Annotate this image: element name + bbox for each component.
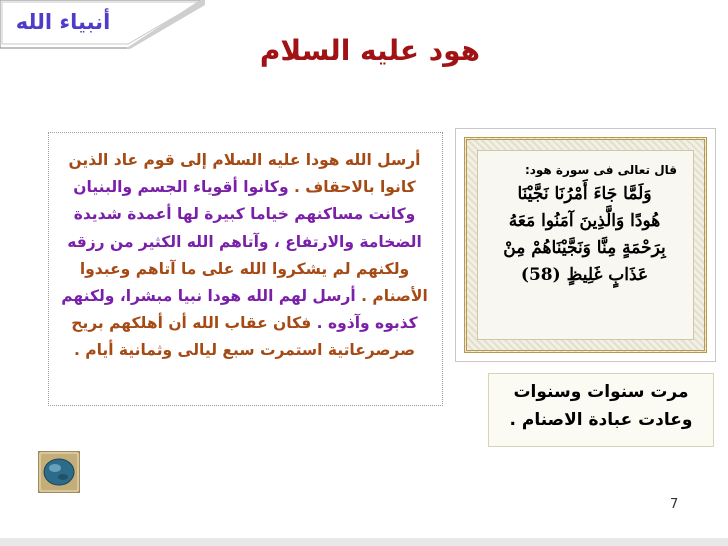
story-line: ولكنهم لم يشكروا الله على ما آتاهم وعبدوا <box>79 259 410 278</box>
story-segment: وكانوا أقوياء الجسم والبنيان <box>73 178 294 197</box>
story-line: صرصرعاتية استمرت سبع ليالى وثمانية أيام . <box>73 341 416 360</box>
summary-line: وعادت عبادة الاصنام . <box>509 410 693 430</box>
quote-line: وَلَمَّا جَاءَ أَمْرُنَا نَجَّيْنَا <box>517 184 652 204</box>
story-segment: كانوا بالاحقاف . <box>293 178 416 197</box>
page-title: هود عليه السلام <box>259 34 481 67</box>
story-segment: أرسل لهم الله هودا نبيا مبشرا، ولكنهم <box>61 287 362 306</box>
story-line: الضخامة والارتفاع ، وآتاهم الله الكثير من رزقه <box>67 232 422 251</box>
story-line <box>53 310 436 337</box>
page-number: 7 <box>670 497 679 512</box>
bottom-band <box>0 538 728 546</box>
quote-text <box>484 163 685 289</box>
story-segment: كذبوه وآذوه . <box>316 314 418 333</box>
summary-box <box>488 373 714 447</box>
quote-inner-panel <box>477 150 694 340</box>
quran-quote-box <box>455 128 716 362</box>
story-line: وكانت مساكنهم خياما كبيرة لها أعمدة شديدة <box>73 205 416 224</box>
quote-line: بِرَحْمَةٍ مِنَّا وَنَجَّيْنَاهُمْ مِنْ <box>503 238 666 258</box>
story-segment: فكان عقاب الله أن أهلكهم بريح <box>71 314 317 333</box>
quote-ornamental-frame <box>464 137 707 353</box>
summary-text <box>489 374 713 434</box>
quote-intro: قال تعالى فى سورة هود: <box>524 163 677 177</box>
corner-label: أنبياء الله <box>15 10 111 34</box>
story-line: أرسل الله هودا عليه السلام إلى قوم عاد الذين <box>68 151 421 169</box>
story-line <box>53 283 436 310</box>
quote-line: عَذَابٍ غَلِيظٍ (58) <box>520 265 649 285</box>
story-text <box>53 147 436 365</box>
quote-line: هُودًا وَالَّذِينَ آمَنُوا مَعَهُ <box>508 211 661 231</box>
story-segment: الأصنام . <box>361 287 428 306</box>
corner-tab <box>0 0 205 60</box>
story-line <box>53 174 436 201</box>
gem-icon[interactable] <box>38 451 80 493</box>
summary-line: مرت سنوات وسنوات <box>513 382 689 402</box>
story-text-box <box>48 132 443 406</box>
